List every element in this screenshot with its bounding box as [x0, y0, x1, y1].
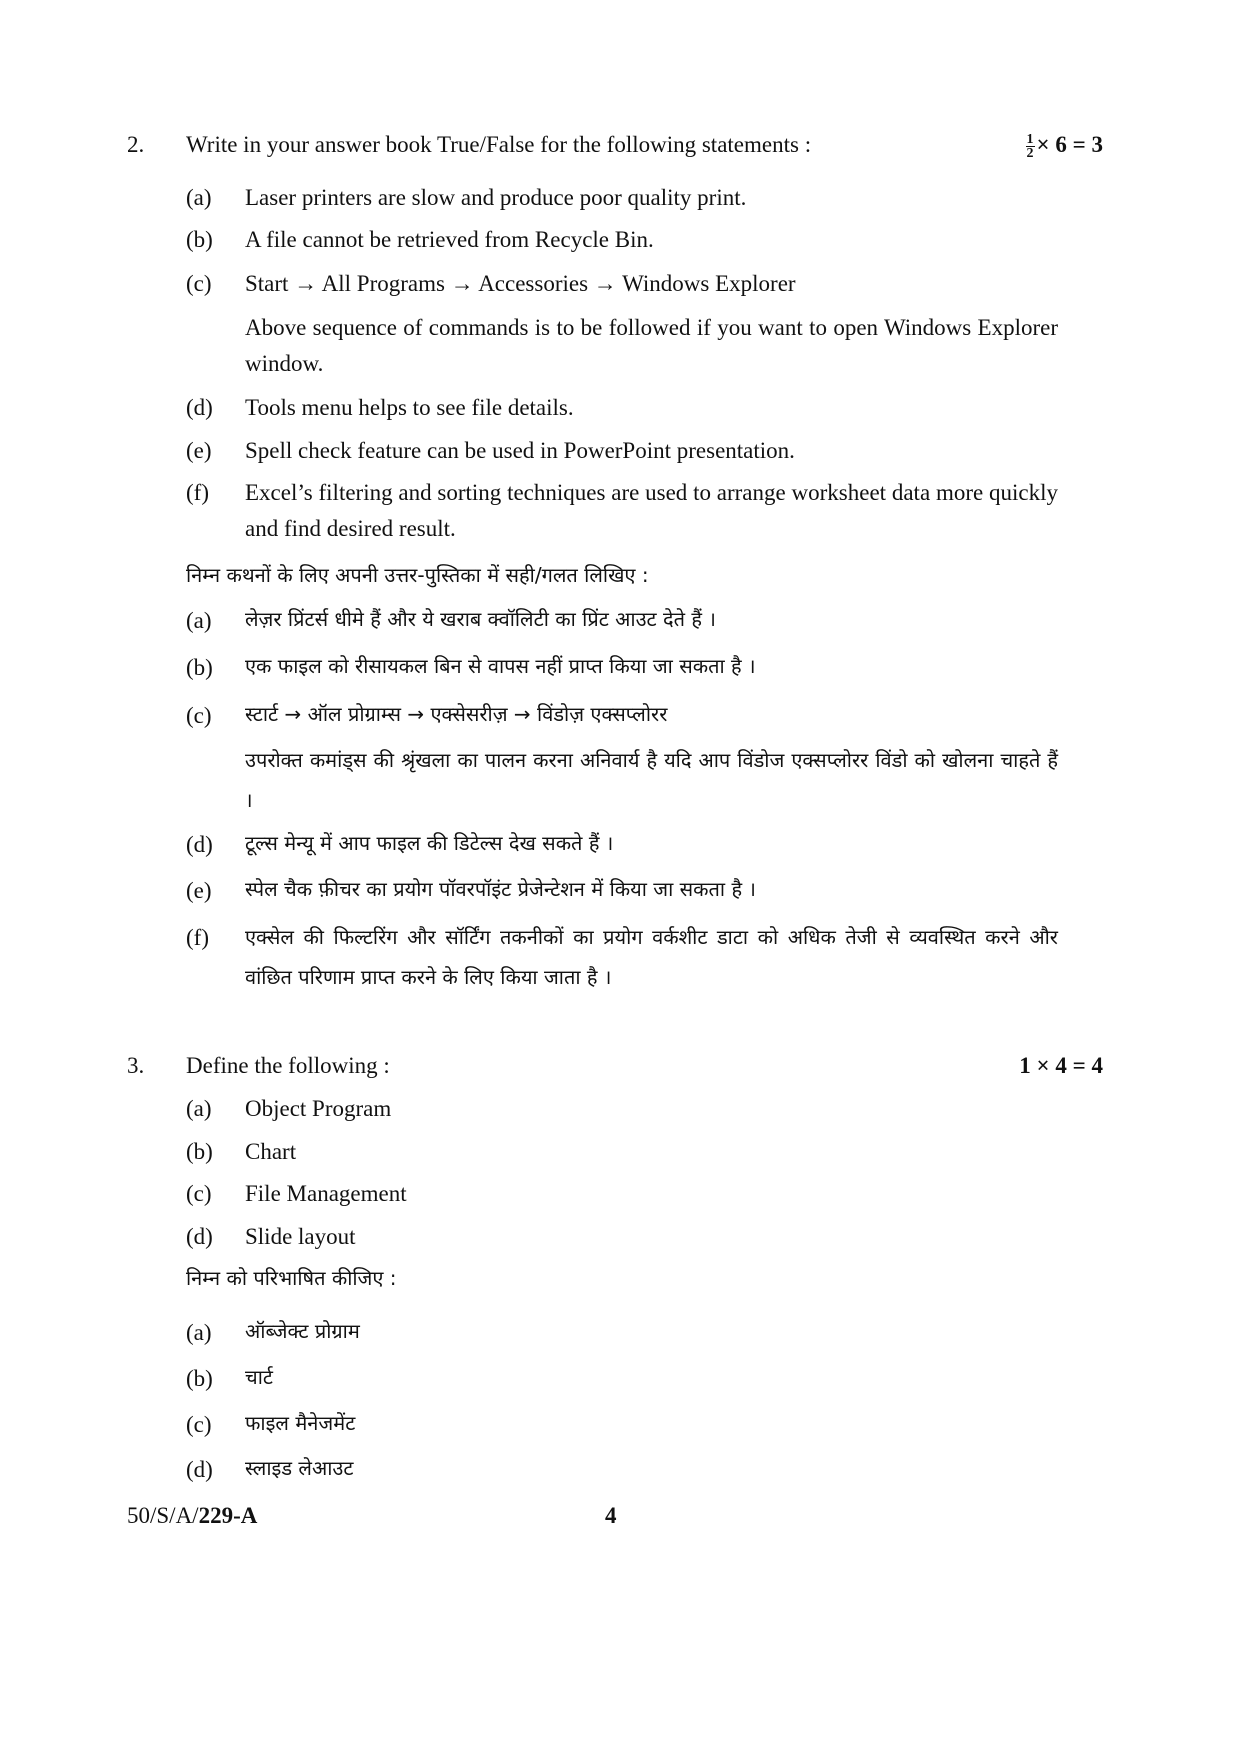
item-text-continuation-hindi: उपरोक्त कमांड्स की श्रृंखला का पालन करना अनिवार्य है यदि आप विंडोज एक्सप्लोरर विंडो को खोलना चाहते हैं ।: [245, 748, 1058, 812]
item-label: (c): [186, 1181, 212, 1206]
item-label: (d): [186, 1224, 213, 1249]
item-text-hindi: ऑब्जेक्ट प्रोग्राम: [245, 1319, 360, 1343]
question-number: 3.: [127, 1053, 145, 1078]
question-marks: 1 × 4 = 4: [1019, 1053, 1103, 1078]
item-label: (a): [186, 185, 212, 210]
question-prompt-hindi: निम्न को परिभाषित कीजिए :: [186, 1266, 397, 1290]
question-prompt-hindi: निम्न कथनों के लिए अपनी उत्तर-पुस्तिका में सही/गलत लिखिए :: [186, 563, 649, 587]
item-text-hindi: चार्ट: [245, 1365, 273, 1389]
item-text-hindi: स्पेल चैक फ़ीचर का प्रयोग पॉवरपॉइंट प्रेजेन्टेशन में किया जा सकता है ।: [245, 877, 757, 901]
question-prompt: Write in your answer book True/False for the following statements :: [186, 132, 812, 157]
item-text-hindi: फाइल मैनेजमेंट: [245, 1411, 356, 1435]
item-text: Excel’s filtering and sorting techniques are used to arrange worksheet data more quickly and find desired result.: [245, 480, 1058, 541]
item-text-hindi: टूल्स मेन्यू में आप फाइल की डिटेल्स देख सकते हैं ।: [245, 831, 614, 855]
item-text-hindi: स्लाइड लेआउट: [245, 1456, 354, 1480]
paper-code: 50/S/A/229-A: [127, 1503, 258, 1528]
question-marks: $\frac{1}{2}$ × 6 = 3: [1026, 132, 1103, 162]
item-text: A file cannot be retrieved from Recycle Bin.: [245, 227, 654, 252]
item-text: Chart: [245, 1139, 297, 1164]
item-text-hindi: एक्सेल की फिल्टरिंग और सॉर्टिंग तकनीकों का प्रयोग वर्कशीट डाटा को अधिक तेजी से व्यवस्थित करने और वांछित परिणाम प्राप्त करने के लिए किया जाता है ।: [245, 925, 1058, 989]
item-text: Start → All Programs → Accessories → Windows Explorer: [245, 271, 796, 296]
item-label: (c): [186, 1412, 212, 1437]
marks-fraction: $\frac{1}{2}$: [1026, 132, 1034, 162]
item-label: (a): [186, 1096, 212, 1121]
item-label: (f): [186, 480, 209, 505]
item-text: Laser printers are slow and produce poor quality print.: [245, 185, 747, 210]
item-text: Object Program: [245, 1096, 392, 1121]
item-text-hindi: एक फाइल को रीसायकल बिन से वापस नहीं प्राप्त किया जा सकता है ।: [245, 654, 756, 678]
item-text: Tools menu helps to see file details.: [245, 395, 574, 420]
page-number: 4: [605, 1503, 617, 1528]
item-label: (a): [186, 608, 212, 633]
question-prompt: Define the following :: [186, 1053, 390, 1078]
item-label: (c): [186, 703, 212, 728]
question-number: 2.: [127, 132, 145, 157]
item-label: (b): [186, 1139, 213, 1164]
item-label: (d): [186, 395, 213, 420]
item-label: (e): [186, 438, 212, 463]
item-label: (b): [186, 1366, 213, 1391]
item-label: (d): [186, 1457, 213, 1482]
item-label: (f): [186, 925, 209, 950]
item-text: Spell check feature can be used in PowerPoint presentation.: [245, 438, 795, 463]
item-label: (c): [186, 271, 212, 296]
item-text-hindi: लेज़र प्रिंटर्स धीमे हैं और ये खराब क्वॉलिटी का प्रिंट आउट देते हैं ।: [245, 607, 716, 631]
item-label: (a): [186, 1320, 212, 1345]
item-text: Slide layout: [245, 1224, 356, 1249]
item-label: (b): [186, 227, 213, 252]
item-text: File Management: [245, 1181, 407, 1206]
item-label: (e): [186, 878, 212, 903]
item-label: (d): [186, 832, 213, 857]
item-label: (b): [186, 655, 213, 680]
item-text-continuation: Above sequence of commands is to be followed if you want to open Windows Explorer window.: [245, 315, 1058, 376]
item-text-hindi: स्टार्ट → ऑल प्रोग्राम्स → एक्सेसरीज़ → विंडोज़ एक्सप्लोरर: [245, 702, 668, 726]
